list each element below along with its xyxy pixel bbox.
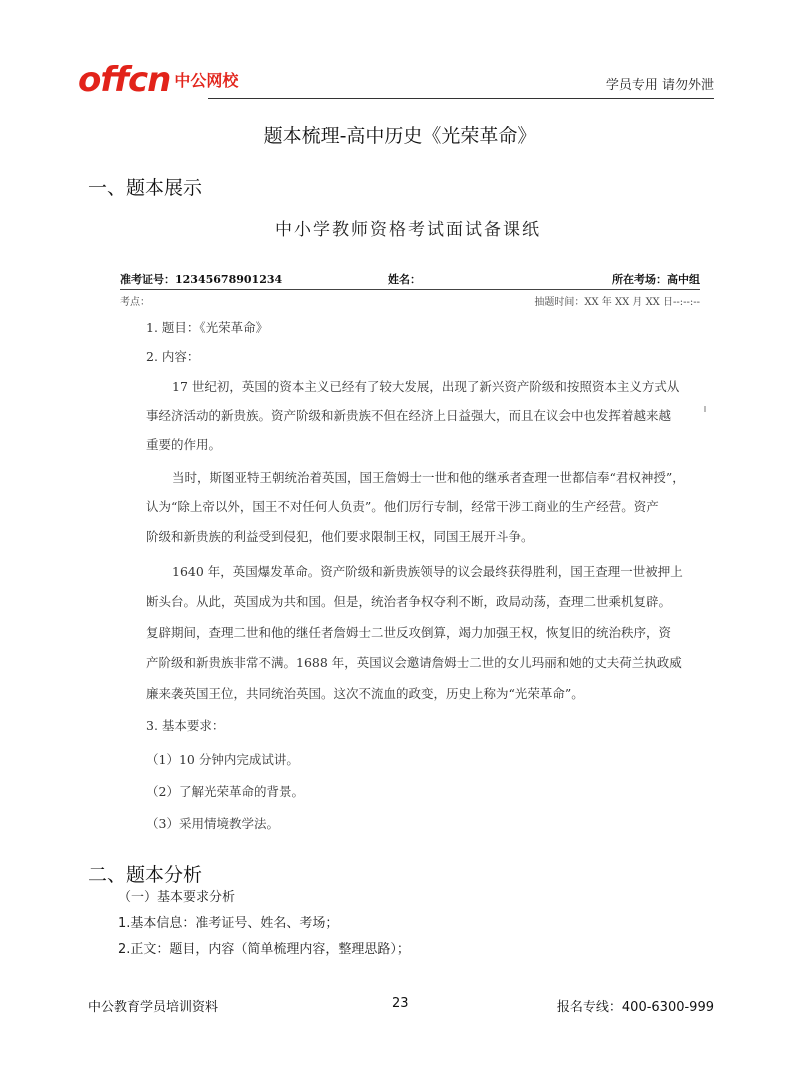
topic-line: 1. 题目：《光荣革命》	[146, 320, 269, 335]
footer-hotline: 报名专线：400-6300-999	[556, 1000, 714, 1015]
requirement-item: （2）了解光荣革命的背景。	[146, 784, 304, 799]
sheet-meta-row-2	[120, 293, 700, 307]
analysis-item: 2.正文：题目，内容（简单梳理内容，整理思路）；	[118, 942, 410, 957]
content-line: 17 世纪初，英国的资本主义已经有了较大发展，出现了新兴资产阶级和按照资本主义方式从	[172, 379, 680, 394]
content-line: 1640 年，英国爆发革命。资产阶级和新贵族领导的议会最终获得胜利，国王查理一世被押上	[172, 564, 683, 579]
scan-artifact	[704, 406, 706, 412]
content-line: 廉来袭英国王位，共同统治英国。这次不流血的政变，历史上称为“光荣革命”。	[146, 686, 584, 701]
exam-id: 准考证号：12345678901234	[120, 273, 283, 286]
logo-text: 中公网校	[174, 71, 239, 90]
page-footer	[88, 996, 714, 1014]
content-line: 事经济活动的新贵族。资产阶级和新贵族不但在经济上日益强大，而且在议会中也发挥着越来越	[146, 408, 672, 423]
page-header	[78, 58, 714, 100]
exam-venue: 所在考场：高中组	[612, 273, 700, 286]
kaodian-label: 考点：	[120, 297, 150, 308]
content-label: 2. 内容：	[146, 349, 200, 364]
content-line: 重要的作用。	[146, 437, 222, 452]
header-note: 学员专用 请勿外泄	[605, 78, 714, 93]
content-line: 复辟期间，查理二世和他的继任者詹姆士二世反攻倒算，竭力加强王权，恢复旧的统治秩序，资	[146, 625, 672, 640]
analysis-item: 1.基本信息：准考证号、姓名、考场；	[118, 916, 339, 931]
logo-mark: offcn	[78, 60, 171, 100]
name-label: 姓名：	[388, 273, 421, 286]
content-line: 当时，斯图亚特王朝统治着英国，国王詹姆士一世和他的继承者查理一世都信奉“君权神授”，	[172, 470, 685, 485]
content-line: 产阶级和新贵族非常不满。1688 年，英国议会邀请詹姆士二世的女儿玛丽和她的丈夫荷兰执政威	[146, 655, 682, 670]
subsection-heading: （一）基本要求分析	[118, 890, 236, 905]
draw-time: 抽题时间：XX 年 XX 月 XX 日--:--:--	[534, 297, 700, 308]
requirement-item: （3）采用情境教学法。	[146, 816, 279, 831]
document-title: 题本梳理-高中历史《光荣革命》	[263, 125, 537, 147]
sheet-title: 中小学教师资格考试面试备课纸	[275, 220, 541, 240]
scanned-prep-sheet	[116, 205, 700, 835]
content-line: 阶级和新贵族的利益受到侵犯，他们要求限制王权，同国王展开斗争。	[146, 529, 534, 544]
page-number: 23	[392, 996, 409, 1011]
content-line: 认为“除上帝以外，国王不对任何人负责”。他们厉行专制，经常干涉工商业的生产经营。资产	[146, 499, 659, 514]
meta-divider	[120, 289, 700, 290]
section-heading-display: 一、题本展示	[88, 177, 203, 199]
header-divider	[208, 98, 714, 99]
sheet-meta-row	[120, 271, 700, 287]
requirement-item: （1）10 分钟内完成试讲。	[146, 752, 299, 767]
footer-left: 中公教育学员培训资料	[88, 1000, 219, 1015]
section-heading-analysis: 二、题本分析	[88, 864, 203, 886]
content-line: 断头台。从此，英国成为共和国。但是，统治者争权夺利不断，政局动荡，查理二世乘机复辟。	[146, 594, 672, 609]
requirements-label: 3. 基本要求：	[146, 718, 225, 733]
offcn-logo	[78, 58, 238, 98]
